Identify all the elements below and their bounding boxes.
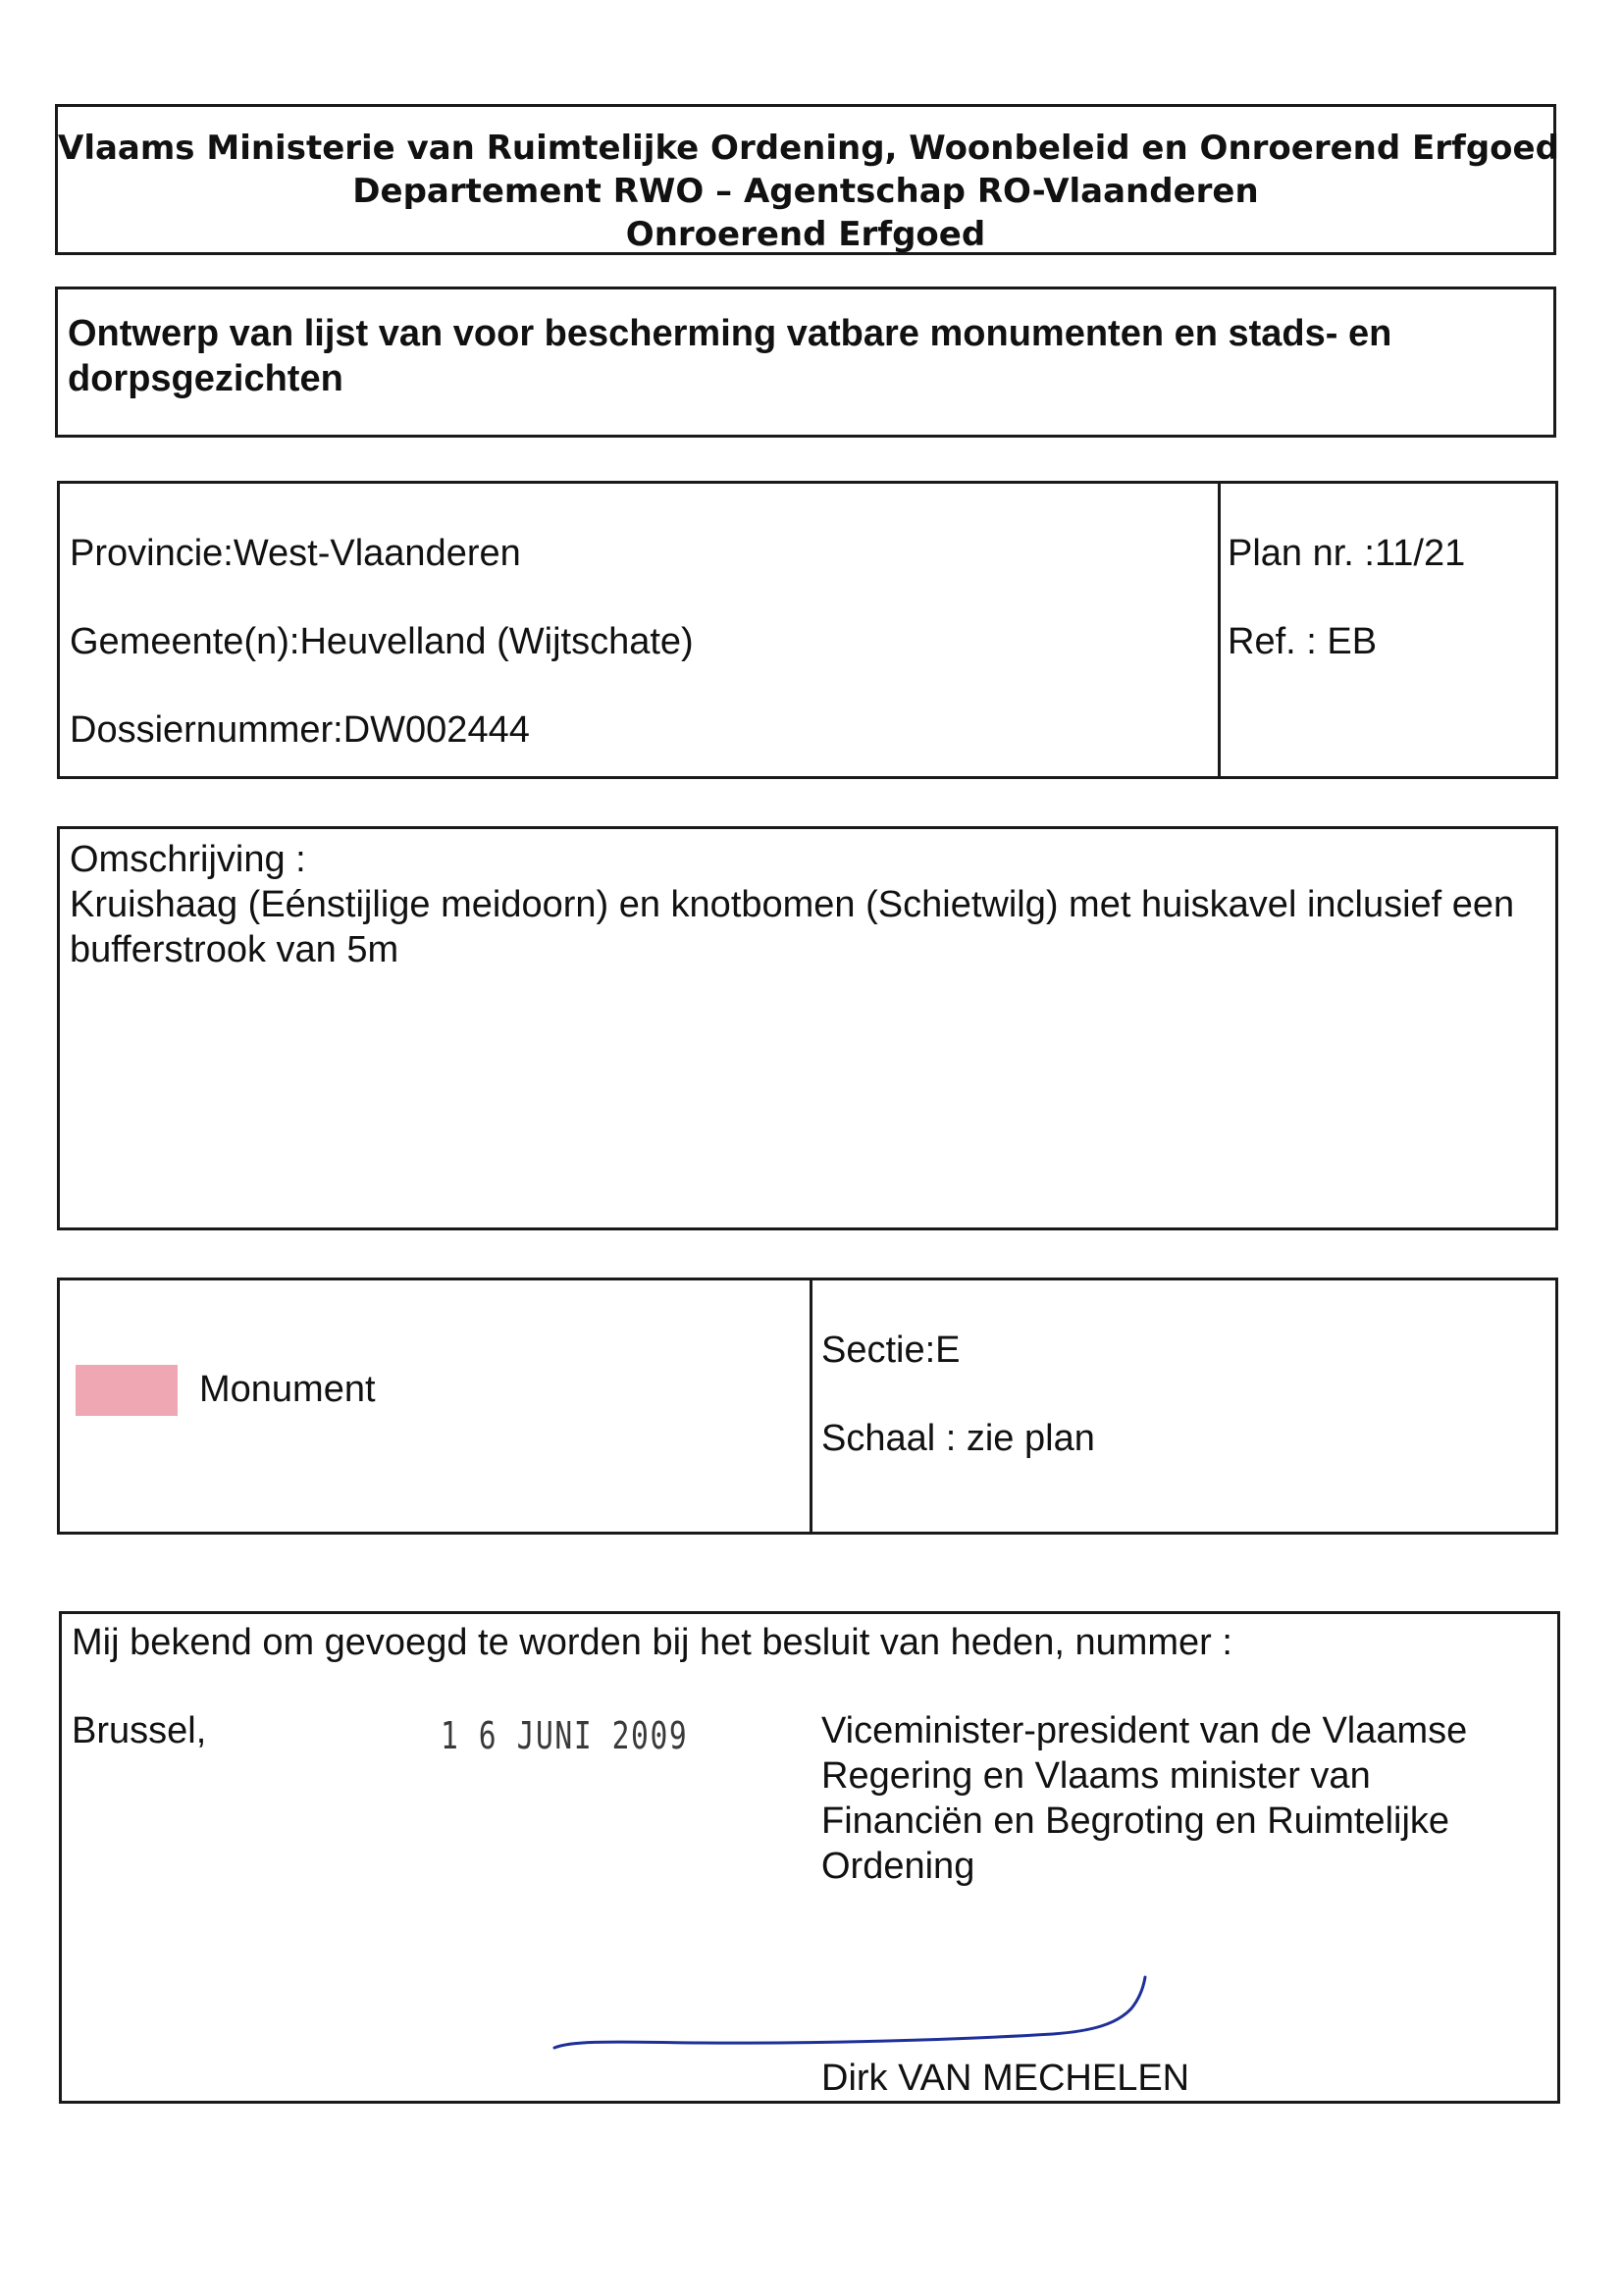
role-line: Viceminister-president van de Vlaamse [821,1710,1468,1751]
description-text: Kruishaag (Eénstijlige meidoorn) en knotbomen (Schietwilg) met huiskavel inclusief een bufferstrook van 5m [70,884,1515,970]
plan-number: Plan nr. :11/21 [1228,533,1466,574]
role-line: Ordening [821,1846,975,1887]
schaal-field: Schaal : zie plan [821,1418,1095,1459]
document-title: Ontwerp van lijst van voor bescherming vatbare monumenten en stads- en dorpsgezichten [68,313,1392,399]
ministry-name: Vlaams Ministerie van Ruimtelijke Ordening, Woonbeleid en Onroerend Erfgoed [58,129,1559,168]
date-stamp: 1 6 JUNI 2009 [441,1714,689,1757]
monument-label: Monument [199,1369,376,1410]
gemeente-field: Gemeente(n):Heuvelland (Wijtschate) [70,621,694,662]
document-title-box [55,287,1556,438]
agency-name: Onroerend Erfgoed [625,215,986,254]
signatory-role [821,1708,1467,1889]
description-box [57,826,1558,1230]
reference: Ref. : EB [1228,621,1378,662]
role-line: Financiën en Begroting en Ruimtelijke [821,1800,1450,1842]
handwritten-signature [543,1948,1171,2065]
department-name: Departement RWO – Agentschap RO-Vlaanderen [352,172,1259,211]
legend-box [57,1278,1558,1535]
monument-color-swatch [76,1365,178,1416]
header-box [55,104,1559,255]
signatory-name: Dirk VAN MECHELEN [821,2058,1190,2099]
sectie-field: Sectie:E [821,1330,961,1371]
role-line: Regering en Vlaams minister van [821,1755,1371,1797]
legend-key [60,1280,812,1532]
location-box [57,481,1558,779]
signature-box [59,1611,1560,2104]
dossier-field: Dossiernummer:DW002444 [70,709,530,751]
location-details [60,484,1221,776]
statement-text: Mij bekend om gevoegd te worden bij het besluit van heden, nummer : [72,1622,1232,1663]
place-text: Brussel, [72,1710,207,1751]
description-label: Omschrijving : [70,839,306,880]
provincie-field: Provincie:West-Vlaanderen [70,533,521,574]
